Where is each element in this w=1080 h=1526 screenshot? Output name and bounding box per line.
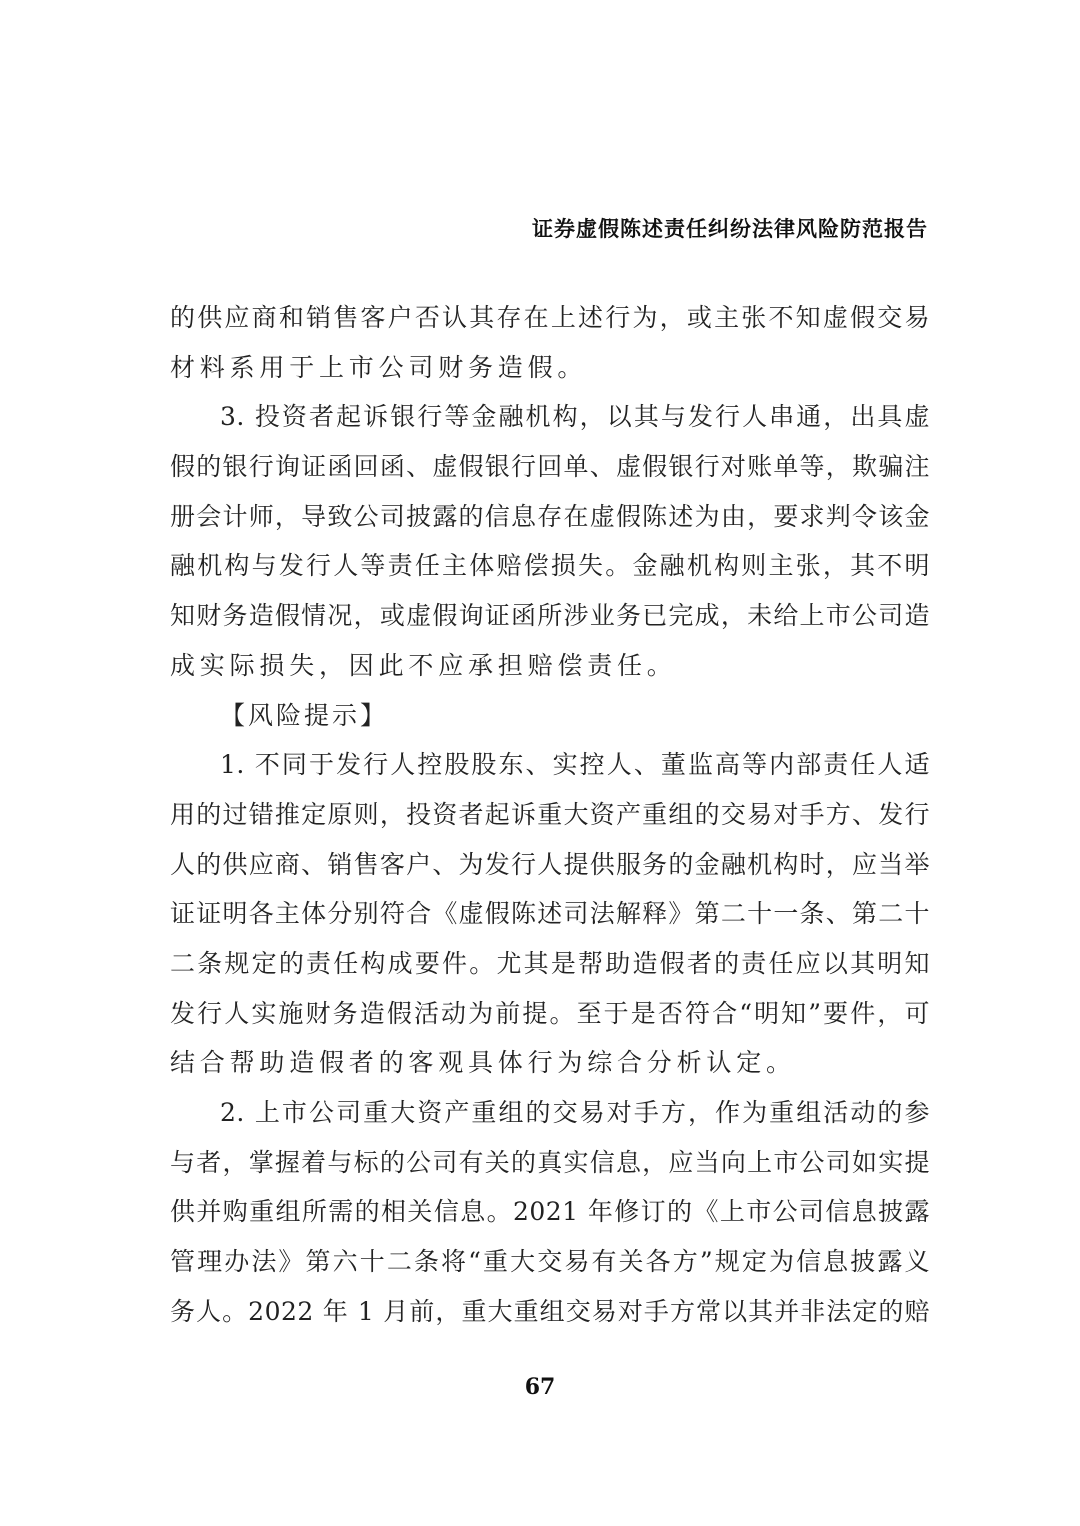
text-line: 二条规定的责任构成要件。尤其是帮助造假者的责任应以其明知 xyxy=(170,948,930,978)
text-line: 知财务造假情况，或虚假询证函所涉业务已完成，未给上市公司造 xyxy=(170,601,930,631)
text-line: 与者，掌握着与标的公司有关的真实信息，应当向上市公司如实提 xyxy=(170,1147,930,1177)
text-line: 用的过错推定原则，投资者起诉重大资产重组的交易对手方、发行 xyxy=(170,799,930,829)
body-text xyxy=(170,293,930,1336)
text-line: 融机构与发行人等责任主体赔偿损失。金融机构则主张，其不明 xyxy=(170,551,930,581)
text-line: 2. 上市公司重大资产重组的交易对手方，作为重组活动的参 xyxy=(220,1098,930,1127)
text-line: 管理办法》第六十二条将“重大交易有关各方”规定为信息披露义 xyxy=(170,1247,930,1277)
text-line: 发行人实施财务造假活动为前提。至于是否符合“明知”要件，可 xyxy=(170,998,930,1028)
running-header: 证券虚假陈述责任纠纷法律风险防范报告 xyxy=(532,217,928,241)
page-number: 67 xyxy=(524,1374,556,1400)
text-line: 务人。2022 年 1 月前，重大重组交易对手方常以其并非法定的赔 xyxy=(170,1296,930,1326)
text-line: 供并购重组所需的相关信息。2021 年修订的《上市公司信息披露 xyxy=(170,1197,930,1227)
text-line: 结合帮助造假者的客观具体行为综合分析认定。 xyxy=(170,1048,796,1078)
text-line: 材料系用于上市公司财务造假。 xyxy=(170,352,588,382)
text-line: 3. 投资者起诉银行等金融机构，以其与发行人串通，出具虚 xyxy=(220,402,930,432)
text-line: 假的银行询证函回函、虚假银行回单、虚假银行对账单等，欺骗注 xyxy=(170,452,930,482)
text-line: 人的供应商、销售客户、为发行人提供服务的金融机构时，应当举 xyxy=(170,849,930,879)
text-line: 证证明各主体分别符合《虚假陈述司法解释》第二十一条、第二十 xyxy=(170,899,930,929)
text-line: 的供应商和销售客户否认其存在上述行为，或主张不知虚假交易 xyxy=(170,303,930,332)
text-line: 册会计师，导致公司披露的信息存在虚假陈述为由，要求判令该金 xyxy=(170,501,930,531)
section-heading: 【风险提示】 xyxy=(220,700,389,730)
text-line: 成实际损失，因此不应承担赔偿责任。 xyxy=(170,650,677,680)
text-line: 1. 不同于发行人控股股东、实控人、董监高等内部责任人适 xyxy=(220,750,930,780)
